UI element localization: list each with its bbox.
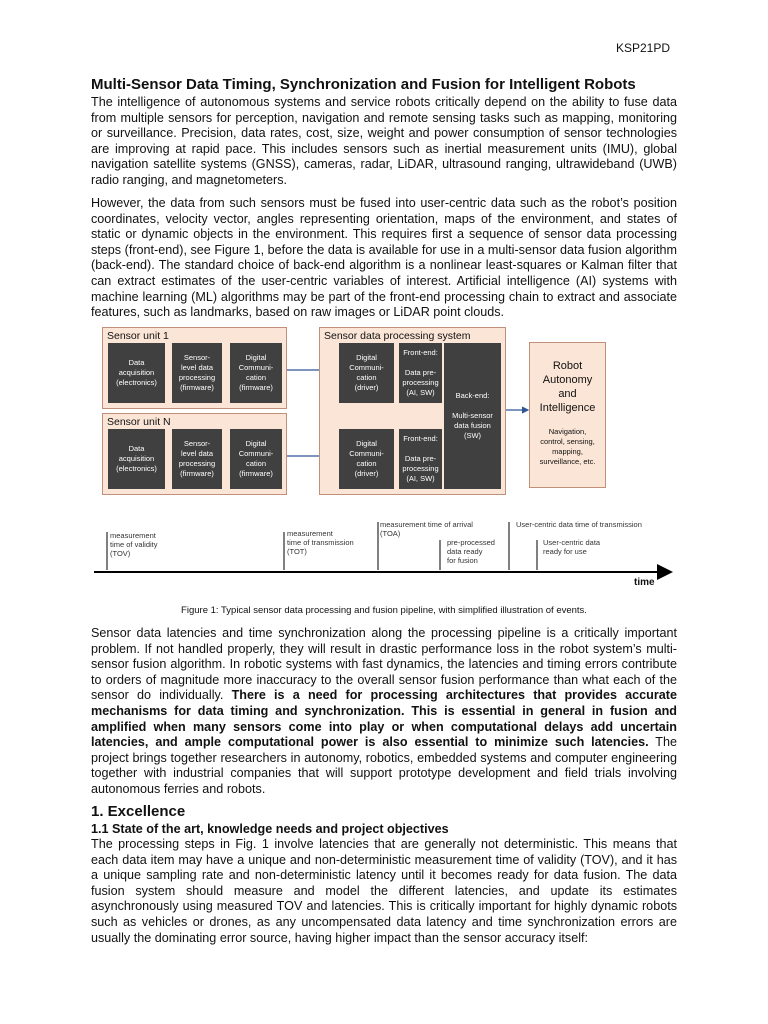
subsection-heading: 1.1 State of the art, knowledge needs and project objectives — [91, 822, 449, 836]
sensor-level-processing-block-n: Sensor- level data processing (firmware) — [172, 429, 222, 489]
section-heading: 1. Excellence — [91, 803, 186, 820]
robot-autonomy-box — [529, 342, 606, 488]
sensor-level-processing-block-1: Sensor- level data processing (firmware) — [172, 343, 222, 403]
digital-comm-driver-block-n: Digital Communi- cation (driver) — [339, 429, 394, 489]
page-title: Multi-Sensor Data Timing, Synchronization and Fusion for Intelligent Robots — [91, 76, 636, 93]
user-ready-label: User-centric data ready for use — [543, 538, 601, 556]
digital-comm-firmware-block-1: Digital Communi- cation (firmware) — [230, 343, 282, 403]
figure-caption: Figure 1: Typical sensor data processing and fusion pipeline, with simplified illustration of events. — [181, 605, 587, 616]
data-acquisition-block-n: Data acquisition (electronics) — [108, 429, 165, 489]
second-paragraph: However, the data from such sensors must be fused into user-centric data such as the robot’s position coordinates, velocity vector, angles representing orientation, maps of the environment, and states of static or dynamic objects in the environment. This requires first a sequence of sensor data processing steps (front-end), see Figure 1, before the data is available for use in a multi-sensor data fusion algorithm (back-end). The standard choice of back-end algorithm is a nonlinear least-squares or Kalman filter that can extract estimates of the user-centric variables of interest. Artificial intelligence (AI) systems with machine learning (ML) algorithms may be part of the front-end processing chain to extract and associate features, such as landmarks, based on raw images or LiDAR point clouds. — [91, 196, 677, 320]
latency-paragraph — [91, 626, 677, 798]
latency-text-a: Sensor data latencies and time synchronization along the processing pipeline is a critically important problem. If not handled properly, they will result in drastic performance loss in the robot system’s multi-sensor fusion algorithm. In robotic systems with fast dynamics, the latencies and timing errors contribute to orders of magnitude more inaccuracy to the overall sensor fusion performance than what each of the sensor do individually. — [91, 626, 677, 703]
intro-paragraph: The intelligence of autonomous systems and service robots critically depend on the ability to fuse data from multiple sensors for perception, navigation and remote sensing tasks such as mapping, monitoring or surveillance. Precision, data rates, cost, size, weight and power consumption of sensor technologies are improving at rapid pace. This includes sensors such as inertial measurement units (IMU), global navigation satellite systems (GNSS), cameras, radar, LiDAR, ultrasound ranging, ultrawideband (UWB) radio ranging, and magnetometers. — [91, 95, 677, 187]
toa-label: measurement time of arrival (TOA) — [380, 520, 473, 538]
tot-label: measurement time of transmission (TOT) — [287, 529, 354, 556]
data-acquisition-block-1: Data acquisition (electronics) — [108, 343, 165, 403]
time-axis-label: time — [634, 577, 655, 588]
user-tx-label: User-centric data time of transmission — [516, 520, 642, 529]
digital-comm-firmware-block-n: Digital Communi- cation (firmware) — [230, 429, 282, 489]
front-end-block-n: Front-end: Data pre- processing (AI, SW) — [399, 429, 442, 489]
document-code: KSP21PD — [615, 41, 670, 55]
latency-text-bold: There is a need for processing architectures that provides accurate mechanisms for data timing and synchronization. This is essential in general in fusion and amplified when many sensors come into play or when computational delays add uncertain latencies, and ample computational power is also essential to minimize such latencies. — [91, 688, 677, 750]
robot-autonomy-subtitle: Navigation, control, sensing, mapping, surveillance, etc. — [539, 427, 596, 466]
tov-label: measurement time of validity (TOV) — [110, 531, 158, 558]
state-of-art-paragraph: The processing steps in Fig. 1 involve latencies that are generally not deterministic. This means that each data item may have a unique and non-deterministic measurement time of validity (TOV), and it has a unique sampling rate and non-deterministic latency until it becomes ready for data fusion. The data fusion system should measure and model the different latencies, and update its estimates asynchronously using measured TOV and latencies. This is critically important for highly dynamic robots such as vehicles or drones, as any uncompensated data latency and time synchronization errors are usually the dominating error source, having higher impact than the sensor accuracy itself: — [91, 837, 677, 945]
figure-1 — [91, 322, 677, 602]
robot-autonomy-title: Robot Autonomy and Intelligence — [539, 360, 596, 414]
sensor-unit-n-title: Sensor unit N — [107, 416, 171, 428]
back-end-block: Back-end: Multi-sensor data fusion (SW) — [444, 343, 501, 489]
latency-text-c: The project brings together researchers in autonomy, robotics, embedded systems and computer engineering together with industrial companies that will support prototype development and field trials involving autonomous ferries and robots. — [91, 735, 677, 796]
digital-comm-driver-block-1: Digital Communi- cation (driver) — [339, 343, 394, 403]
sensor-unit-1-title: Sensor unit 1 — [107, 330, 169, 342]
front-end-block-1: Front-end: Data pre- processing (AI, SW) — [399, 343, 442, 403]
preprocessed-label: pre-processed data ready for fusion — [447, 538, 495, 565]
processing-system-title: Sensor data processing system — [324, 330, 471, 342]
